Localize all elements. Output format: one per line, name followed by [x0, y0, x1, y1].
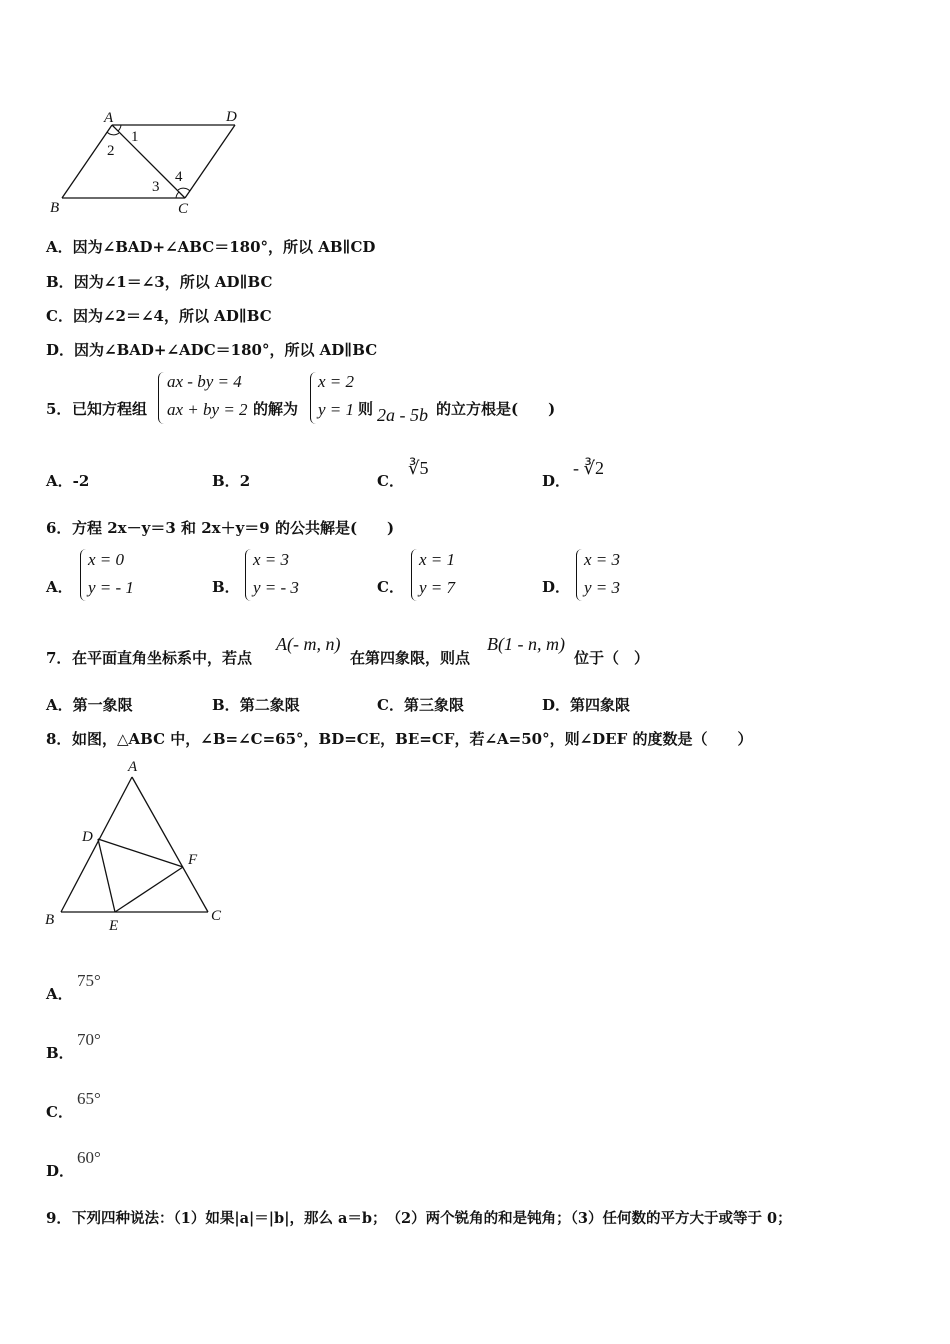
q6-option-b-brace	[245, 549, 252, 601]
q7-option-a	[46, 694, 133, 715]
option-key: D．	[542, 472, 571, 490]
line-1: x = 1	[419, 550, 456, 569]
line-1: x = 3	[584, 550, 621, 569]
option-key: B．	[212, 472, 240, 490]
q8-option-c-key: C．	[46, 1103, 73, 1121]
q4-option-a	[46, 236, 375, 257]
q6-option-b-key: B．	[212, 578, 240, 596]
vertex-a-label: A	[104, 110, 114, 126]
vertex-f-label: F	[188, 852, 198, 868]
q5-option-a	[46, 470, 89, 491]
q7-text-pre: 在平面直角坐标系中，若点	[72, 649, 253, 667]
q5-equation-system	[167, 368, 248, 424]
q8-option-c-value: 65°	[77, 1089, 101, 1108]
q6-option-a-brace	[80, 549, 87, 601]
option-value: 2	[239, 472, 251, 490]
option-key: B．	[46, 273, 74, 291]
option-key: D．	[46, 341, 75, 359]
q7-text-mid: 在第四象限，则点	[350, 649, 471, 667]
option-key: A．	[46, 696, 73, 714]
q7-option-c	[377, 694, 464, 715]
vertex-d-label: D	[226, 109, 237, 125]
q7-option-d	[542, 694, 630, 715]
q8-text: 如图，△ABC 中，∠B=∠C=65°，BD=CE，BE=CF，若∠A=50°，则∠DEF 的度数是（ ）	[72, 730, 753, 748]
q4-option-c	[46, 305, 272, 326]
angle-4-label: 4	[175, 169, 183, 185]
option-key: D．	[542, 696, 571, 714]
q5-text-then: 则	[358, 400, 374, 418]
q4-option-d	[46, 339, 377, 360]
q7-option-b	[212, 694, 300, 715]
option-value: 第三象限	[403, 696, 464, 714]
line-1: x = 0	[88, 550, 125, 569]
q5-solution-system	[318, 368, 354, 424]
q7-point-b: B(1 - n, m)	[487, 634, 565, 654]
option-value: 第二象限	[239, 696, 300, 714]
option-text: 因为∠2＝∠4，所以 AD∥BC	[72, 307, 272, 325]
q5-text-post: 的立方根是( )	[436, 400, 556, 418]
q8-option-b-key: B．	[46, 1044, 74, 1062]
line-2: y = 3	[584, 578, 621, 597]
q6-text: 方程 2x－y＝3 和 2x＋y＝9 的公共解是( )	[72, 519, 395, 537]
q8-number: 8．	[46, 730, 72, 748]
angle-1-label: 1	[131, 129, 139, 145]
q6-option-b-system	[253, 546, 299, 602]
option-key: A．	[46, 238, 73, 256]
option-key: C．	[377, 696, 404, 714]
option-value: 第一象限	[72, 696, 133, 714]
q6-option-c-system	[419, 546, 455, 602]
vertex-c-label: C	[178, 201, 189, 217]
option-key: C．	[46, 307, 73, 325]
q5-option-b	[212, 470, 250, 491]
q5-number: 5．	[46, 400, 72, 418]
line-2: y = - 1	[88, 578, 134, 597]
q5-text-mid: 的解为	[253, 400, 299, 418]
line-2: y = - 3	[253, 578, 299, 597]
q8-option-d-value: 60°	[77, 1148, 101, 1167]
q7-number: 7．	[46, 649, 72, 667]
vertex-d-label: D	[82, 829, 93, 845]
q5-expression: 2a - 5b	[377, 405, 428, 425]
angle-3-label: 3	[152, 179, 160, 195]
vertex-c-label: C	[211, 908, 222, 924]
q6-option-a-system	[88, 546, 134, 602]
q6-option-c-brace	[411, 549, 418, 601]
line-2: y = 7	[419, 578, 456, 597]
q6-option-c-key: C．	[377, 578, 404, 596]
angle-2-label: 2	[107, 143, 115, 159]
q5-option-d-value: - ∛2	[573, 458, 604, 478]
q9-text: 下列四种说法：（1）如果|a|＝|b|，那么 a＝b； （2）两个锐角的和是钝角；（3）任何数的平方大于或等于 0；	[72, 1210, 792, 1227]
equation-1: ax - by = 4	[167, 372, 242, 391]
q7-point-a: A(- m, n)	[276, 634, 341, 654]
option-value: 第四象限	[570, 696, 631, 714]
q8-option-a-value: 75°	[77, 971, 101, 990]
option-text: 因为∠1＝∠3，所以 AD∥BC	[73, 273, 273, 291]
q6-option-d-brace	[576, 549, 583, 601]
q5-text-pre: 已知方程组	[72, 400, 148, 418]
equation-2: ax + by = 2	[167, 400, 248, 419]
line-1: x = 3	[253, 550, 290, 569]
q6-option-d-key: D．	[542, 578, 571, 596]
vertex-b-label: B	[50, 200, 60, 216]
q5-option-c-value: ∛5	[408, 458, 429, 478]
q5-option-c	[377, 470, 404, 491]
option-key: C．	[377, 472, 404, 490]
option-text: 因为∠BAD+∠ADC＝180°，所以 AD∥BC	[74, 341, 378, 359]
option-value: -2	[72, 472, 90, 490]
q4-option-b	[46, 271, 272, 292]
parallelogram-figure	[40, 105, 250, 220]
q8-option-a-key: A．	[46, 985, 73, 1003]
option-key: A．	[46, 472, 73, 490]
triangle-figure	[40, 755, 240, 940]
vertex-e-label: E	[109, 918, 119, 934]
q5-option-d	[542, 470, 570, 491]
q9-number: 9．	[46, 1209, 72, 1227]
q5-system-brace	[158, 372, 165, 424]
option-key: B．	[212, 696, 240, 714]
option-text: 因为∠BAD+∠ABC＝180°，所以 AB∥CD	[72, 238, 376, 256]
vertex-b-label: B	[45, 912, 55, 928]
q7-text-post: 位于（ ）	[574, 649, 650, 667]
q8-option-b-value: 70°	[77, 1030, 101, 1049]
q8-option-d-key: D．	[46, 1162, 75, 1180]
q6-option-d-system	[584, 546, 620, 602]
q6-number: 6．	[46, 519, 72, 537]
vertex-a-label: A	[128, 759, 138, 775]
solution-1: x = 2	[318, 372, 355, 391]
solution-2: y = 1	[318, 400, 355, 419]
q6-option-a-key: A．	[46, 578, 73, 596]
q5-solution-brace	[310, 372, 317, 424]
